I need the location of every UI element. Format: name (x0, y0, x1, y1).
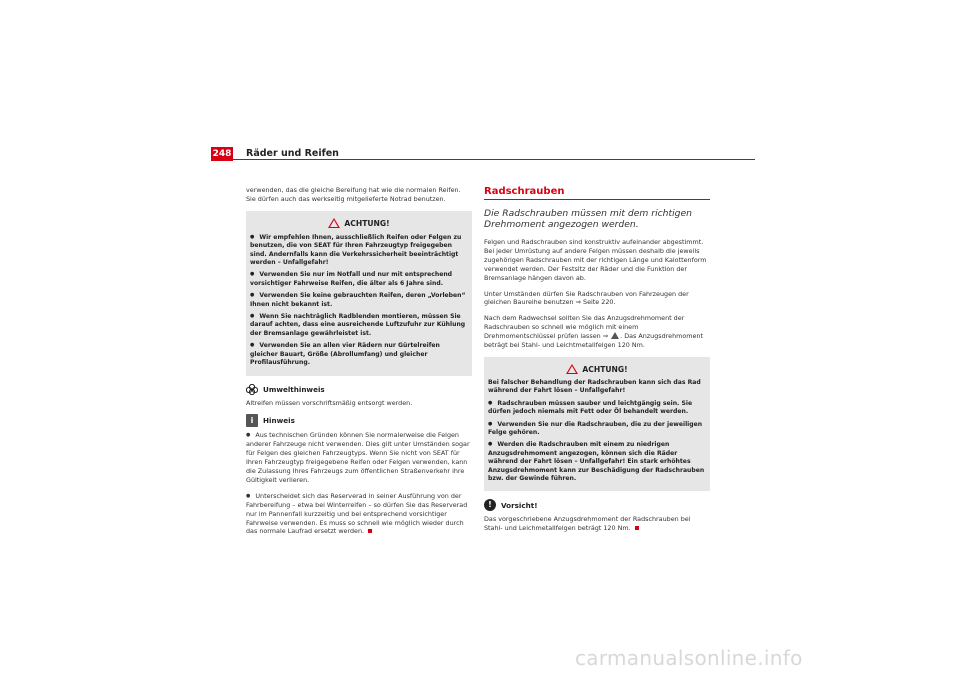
warning-triangle-icon (328, 218, 340, 228)
achtung-box-right (484, 357, 710, 491)
section-title: Radschrauben (484, 186, 565, 197)
intro-paragraph: verwenden, das die gleiche Bereifung hat wie die normalen Reifen. Sie dürfen auch das werkseitig mitgelieferte Notrad benutzen. (246, 186, 461, 203)
achtung-intro: Bei falscher Behandlung der Radschrauben kann sich das Rad während der Fahrt lösen – Unfallgefahr! (488, 378, 701, 395)
achtung-item: ● Wir empfehlen Ihnen, ausschließlich Reifen oder Felgen zu benutzen, die von SEAT für Ihren Fahrzeugtyp freigegeben sind. Andernfalls kann die Verkehrssicherheit beeinträchtigt werden – Unfallgefahr! (250, 233, 468, 268)
caution-exclamation-icon: ! (484, 499, 496, 511)
section-rule (484, 199, 710, 200)
watermark: carmanualsonline.info (575, 646, 803, 670)
environment-flower-icon (246, 384, 258, 395)
body-paragraph: Nach dem Radwechsel sollten Sie das Anzugsdrehmoment der Radschrauben so schnell wie möglich mit einem Drehmomentschlüssel prüfen lassen ⇒ . Das Anzugsdrehmoment beträgt bei Stahl- und Leichtmetallfelgen 120 Nm. (484, 314, 703, 350)
umwelt-text: Altreifen müssen vorschriftsmäßig entsorgt werden. (246, 398, 413, 407)
achtung-item: ● Verwenden Sie keine gebrauchten Reifen, deren „Vorleben“ Ihnen nicht bekannt ist. (250, 291, 468, 309)
inline-warning-icon (611, 332, 619, 339)
body-paragraph: Felgen und Radschrauben sind konstruktiv aufeinander abgestimmt. Bei jeder Umrüstung auf andere Felgen müssen deshalb die jeweils zugehörigen Radschrauben mit der richtigen Länge und Kalottenform verwendet werden. Der Festsitz der Räder und die Funktion der Bremsanlage hängen davon ab. (484, 238, 707, 282)
hinweis-heading: i Hinweis (246, 414, 472, 427)
achtung-item: ● Verwenden Sie an allen vier Rädern nur Gürtelreifen gleicher Bauart, Größe (Abrollumfang) und gleicher Profilausführung. (250, 341, 468, 367)
section-subtitle: Die Radschrauben müssen mit dem richtigen Drehmoment angezogen werden. (484, 208, 692, 230)
section-end-marker (368, 529, 372, 533)
body-paragraph: Unter Umständen dürfen Sie Radschrauben von Fahrzeugen der gleichen Baureihe benutzen ⇒ Seite 220. (484, 289, 689, 307)
achtung-heading: ACHTUNG! (488, 364, 706, 374)
warning-triangle-icon (566, 364, 578, 374)
header-rule (211, 159, 755, 160)
page-number: 248 (212, 149, 232, 159)
vorsicht-heading: ! Vorsicht! (484, 499, 710, 511)
achtung-heading: ACHTUNG! (250, 218, 468, 228)
running-title: Räder und Reifen (246, 148, 339, 159)
achtung-item: ● Wenn Sie nachträglich Radblenden montieren, müssen Sie darauf achten, dass eine ausreichende Luftzufuhr zur Kühlung der Bremsanlage gewährleistet ist. (250, 312, 468, 338)
achtung-item: ● Verwenden Sie nur im Notfall und nur mit entsprechend vorsichtiger Fahrweise Reifen, die älter als 6 Jahre sind. (250, 270, 468, 288)
achtung-item: ● Radschrauben müssen sauber und leichtgängig sein. Sie dürfen jedoch niemals mit Fett oder Öl behandelt werden. (488, 399, 706, 417)
right-column (484, 186, 710, 540)
left-column (246, 186, 472, 543)
vorsicht-text: Das vorgeschriebene Anzugsdrehmoment der Radschrauben bei Stahl- und Leichmetallfelgen beträgt 120 Nm. (484, 515, 691, 533)
achtung-item: ● Werden die Radschrauben mit einem zu niedrigen Anzugsdrehmoment angezogen, können sich die Räder während der Fahrt lösen – Unfallgefahr! Ein stark erhöhtes Anzugsdrehmoment kann zur Beschädigung der Radschrauben bzw. der Gewinde führen. (488, 440, 706, 483)
note-info-icon: i (246, 414, 258, 427)
achtung-box-left (246, 211, 472, 376)
hinweis-item: ● Unterscheidet sich das Reserverad in seiner Ausführung von der Fahrbereifung – etwa bei Winterreifen – so dürfen Sie das Reserverad nur im Pannenfall kurzzeitig und bei entsprechend vorsichtiger Fahrweise verwenden. Es muss so schnell wie möglich wieder durch das normale Laufrad ersetzt werden. (246, 492, 472, 537)
achtung-item: ● Verwenden Sie nur die Radschrauben, die zu der jeweiligen Felge gehören. (488, 420, 706, 438)
umwelt-heading: Umwelthinweis (246, 384, 472, 395)
section-end-marker (635, 526, 639, 530)
hinweis-item: ● Aus technischen Gründen können Sie normalerweise die Felgen anderer Fahrzeuge nicht verwenden. Dies gilt unter Umständen sogar für Felgen des gleichen Fahrzeugtyps. Wenn Sie nicht von SEAT für Ihren Fahrzeugtyp freigegebene Reifen oder Felgen verwenden, kann die Zulassung Ihres Fahrzeugs zum öffentlichen Straßenverkehr ihre Gültigkeit verlieren. (246, 431, 472, 484)
